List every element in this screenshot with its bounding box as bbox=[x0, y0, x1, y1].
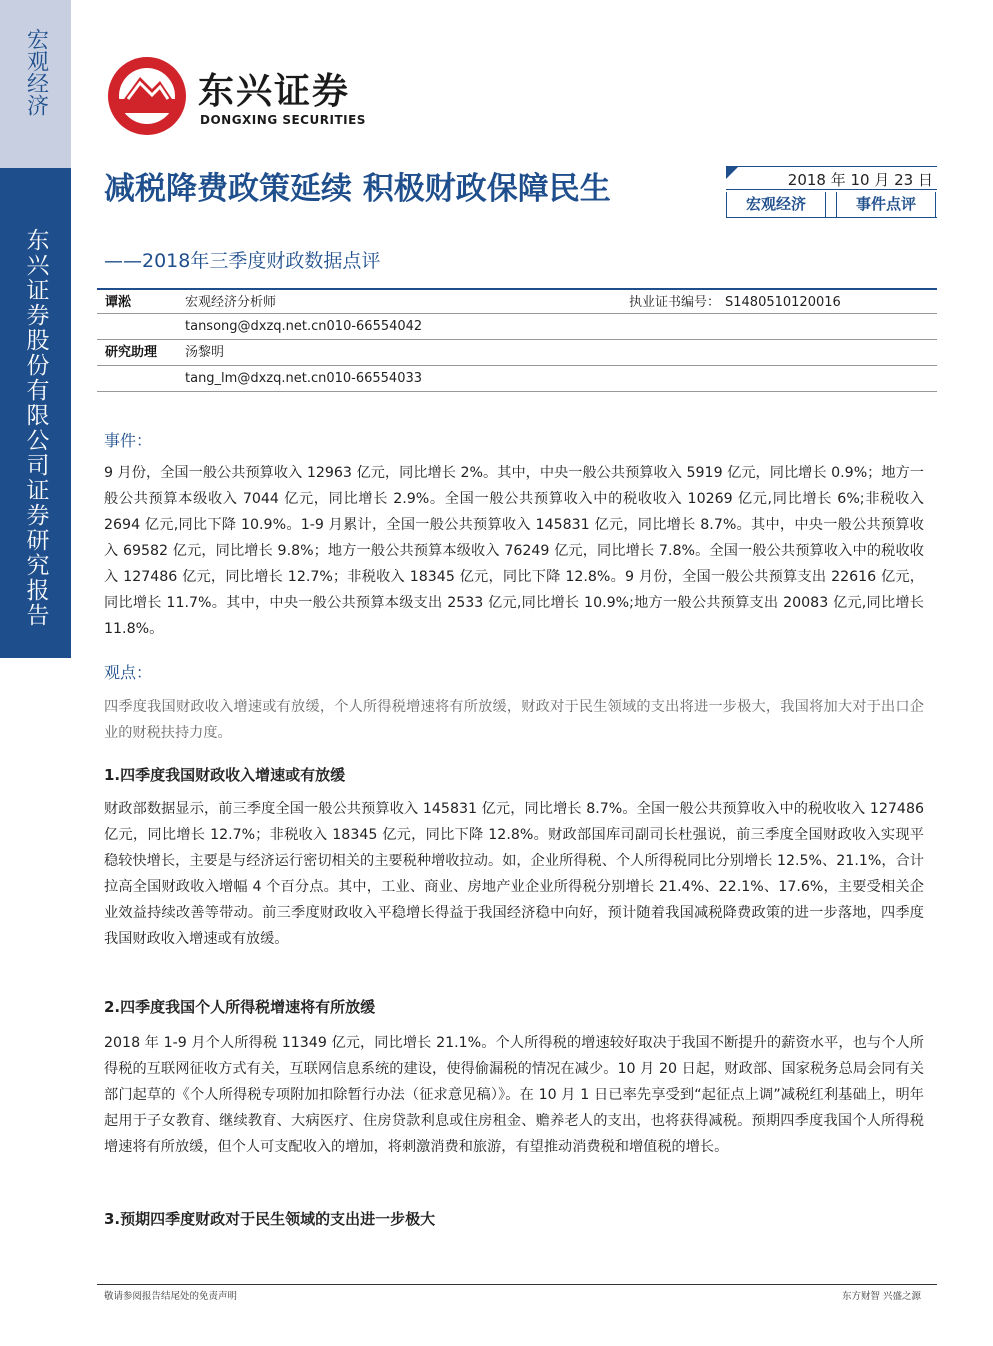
tag-event-review: 事件点评 bbox=[836, 192, 936, 218]
section-1-heading: 1.四季度我国财政收入增速或有放缓 bbox=[104, 766, 346, 784]
assistant-contact-row bbox=[97, 366, 937, 392]
date-tag-box bbox=[726, 166, 937, 218]
tag-row bbox=[726, 192, 937, 218]
cert-label: 执业证书编号： bbox=[629, 295, 721, 310]
section-1-text: 财政部数据显示，前三季度全国一般公共预算收入 145831 亿元，同比增长 8.7%。全国一般公共预算收入中的税收收入 127486 亿元，同比增长 12.7%；非税收入 18345 亿元，同比下降 12.8%。财政部国库司副司长杜强说，前三季度全国财政收入实现平稳较快增长，主要是与经济运行密切相关的主要税种增收拉动。如，企业所得税、个人所得税同比分别增长 12.5%、21.1%，合计拉高全国财政收入增幅 4 个百分点。其中，工业、商业、房地产业企业所得税分别增长 21.4%、22.1%、17.6%，主要受相关企业效益持续改善等带动。前三季度财政收入平稳增长得益于我国经济稳中向好，预计随着我国减税降费政策的进一步落地，四季度我国财政收入增速或有放缓。 bbox=[104, 801, 924, 947]
footer-slogan: 东方财智 兴盛之源 bbox=[841, 1291, 921, 1302]
corner-marker-icon bbox=[726, 167, 738, 179]
analyst-row bbox=[97, 288, 937, 314]
tag-macro: 宏观经济 bbox=[726, 192, 826, 218]
report-subtitle: ——2018年三季度财政数据点评 bbox=[104, 250, 381, 272]
analyst-role: 宏观经济分析师 bbox=[185, 295, 277, 310]
section-2-text: 2018 年 1-9 月个人所得税 11349 亿元，同比增长 21.1%。个人所得税的增速较好取决于我国不断提升的薪资水平，也与个人所得税的互联网征收方式有关，互联网信息系统的建设，使得偷漏税的情况在减少。10 月 20 日起，财政部、国家税务总局会同有关部门起草的《个人所得税专项附加扣除暂行办法（征求意见稿）》。在 10 月 1 日已率先享受到“起征点上调”减税红利基础上，明年起用于子女教育、继续教育、大病医疗、住房贷款利息或住房租金、赡养老人的支出，也将获得减税。预期四季度我国个人所得税增速将有所放缓，但个人可支配收入的增加，将刺激消费和旅游，有望推动消费税和增值税的增长。 bbox=[104, 1035, 924, 1155]
assistant-label: 研究助理 bbox=[105, 345, 158, 360]
logo-name-cn: 东兴证券 bbox=[198, 71, 351, 112]
assistant-row bbox=[97, 340, 937, 366]
sidebar-category-label: 宏观经济 bbox=[23, 28, 49, 116]
report-title: 减税降费政策延续 积极财政保障民生 bbox=[104, 171, 611, 207]
footer-disclaimer: 敬请参阅报告结尾处的免责声明 bbox=[104, 1291, 238, 1302]
event-heading: 事件： bbox=[104, 431, 153, 450]
date-row bbox=[726, 166, 937, 190]
section-2-heading: 2.四季度我国个人所得税增速将有所放缓 bbox=[104, 998, 376, 1016]
assistant-name: 汤黎明 bbox=[185, 345, 225, 360]
analyst-contact-row bbox=[97, 314, 937, 340]
section-3-heading: 3.预期四季度财政对于民生领域的支出进一步极大 bbox=[104, 1210, 436, 1228]
cert-number: S1480510120016 bbox=[725, 295, 841, 310]
report-date: 2018 年 10 月 23 日 bbox=[787, 171, 933, 189]
analyst-contact[interactable]: tansong@dxzq.net.cn010-66554042 bbox=[185, 319, 423, 334]
logo-name-en: DONGXING SECURITIES bbox=[200, 113, 366, 127]
view-heading: 观点： bbox=[104, 663, 153, 682]
company-logo bbox=[106, 55, 366, 135]
event-text: 9 月份，全国一般公共预算收入 12963 亿元，同比增长 2%。其中，中央一般公共预算收入 5919 亿元，同比增长 0.9%；地方一般公共预算本级收入 7044 亿元，同比增长 2.9%。全国一般公共预算收入中的税收收入 10269 亿元,同比增长 6%;非税收入 2694 亿元,同比下降 10.9%。1-9 月累计，全国一般公共预算收入 145831 亿元，同比增长 8.7%。其中，中央一般公共预算收入 69582 亿元，同比增长 9.8%；地方一般公共预算本级收入 76249 亿元，同比增长 7.8%。全国一般公共预算收入中的税收收入 127486 亿元，同比增长 12.7%；非税收入 18345 亿元，同比下降 12.8%。9 月份，全国一般公共预算支出 22616 亿元，同比增长 11.7%。其中，中央一般公共预算本级支出 2533 亿元,同比增长 10.9%;地方一般公共预算支出 20083 亿元,同比增长 11.8%。 bbox=[104, 465, 924, 637]
footer-divider bbox=[97, 1284, 937, 1285]
view-summary: 四季度我国财政收入增速或有放缓，个人所得税增速将有所放缓，财政对于民生领域的支出将进一步极大，我国将加大对于出口企业的财税扶持力度。 bbox=[104, 699, 924, 741]
analyst-name: 谭淞 bbox=[105, 295, 132, 310]
sidebar-company-label: 东兴证券股份有限公司证券研究报告 bbox=[22, 228, 49, 628]
dongxing-logo-icon bbox=[106, 55, 188, 137]
assistant-contact[interactable]: tang_lm@dxzq.net.cn010-66554033 bbox=[185, 371, 423, 386]
analyst-table bbox=[97, 288, 937, 392]
